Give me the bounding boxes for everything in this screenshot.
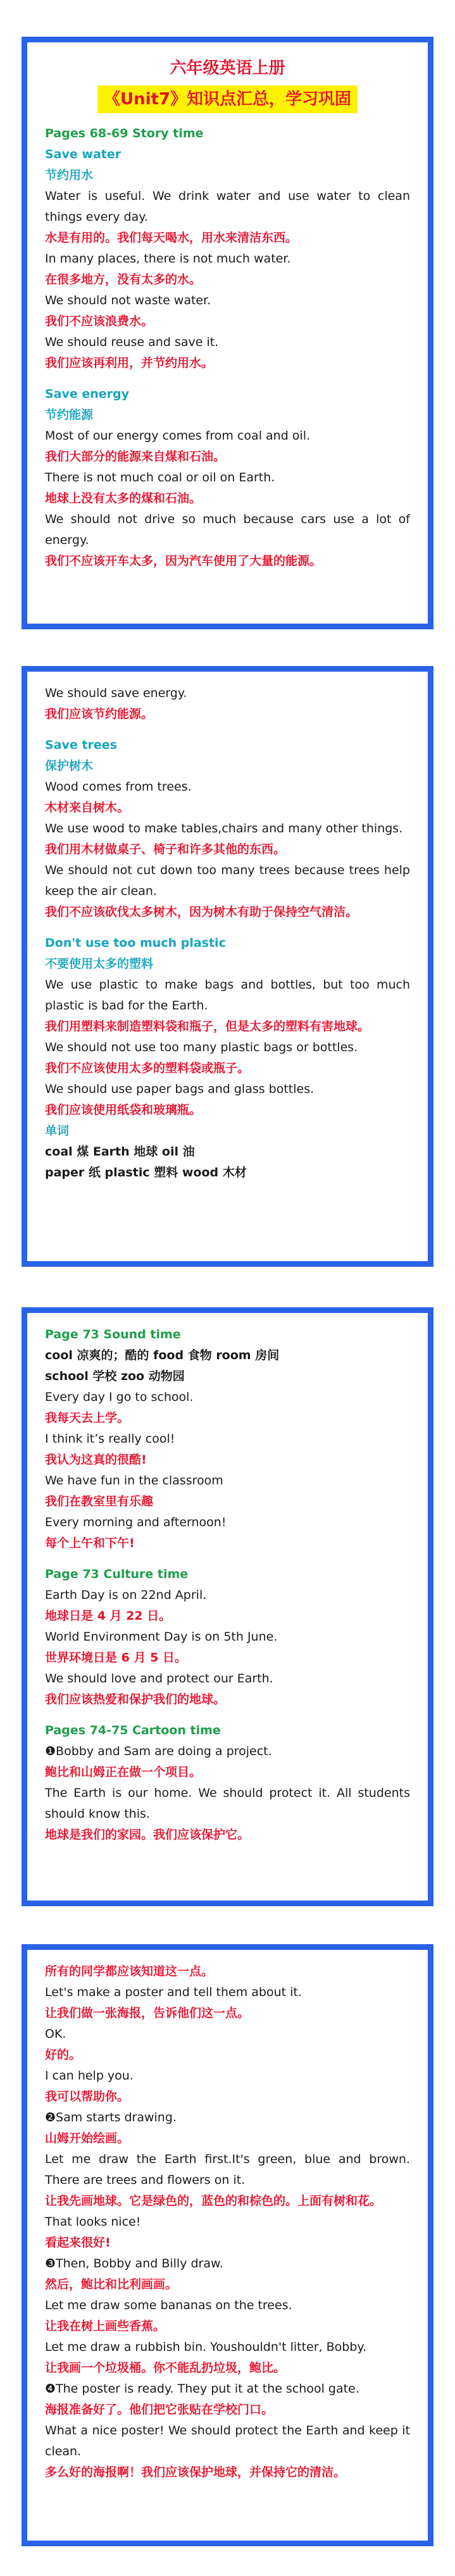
chinese-translation: 在很多地方，没有太多的水。 — [45, 273, 202, 287]
chinese-translation: 多么好的海报啊！我们应该保护地球，并保持它的清洁。 — [45, 2465, 346, 2479]
chinese-translation: 我们在教室里有乐趣 — [45, 1494, 154, 1508]
chinese-translation: 地球上没有太多的煤和石油。 — [45, 491, 202, 505]
chinese-translation: 我每天去上学。 — [45, 1411, 130, 1425]
english-sentence: OK. — [45, 2027, 66, 2041]
english-sentence: We use plastic to make bags and bottles, but too much plastic is bad for the Earth. — [45, 978, 410, 1013]
chinese-translation: 我们不应该使用太多的塑料袋或瓶子。 — [45, 1061, 250, 1075]
topic-heading: 不要使用太多的塑料 — [45, 957, 154, 971]
english-sentence: ❶Bobby and Sam are doing a project. — [45, 1744, 272, 1758]
card-1 — [22, 37, 433, 629]
english-sentence: We should not waste water. — [45, 293, 211, 307]
english-sentence: We should reuse and save it. — [45, 335, 219, 349]
section-heading: Pages 74-75 Cartoon time — [45, 1723, 221, 1737]
topic-heading: Save energy — [45, 387, 130, 401]
english-sentence: Let's make a poster and tell them about it. — [45, 1985, 302, 1999]
english-sentence: ❸Then, Bobby and Billy draw. — [45, 2257, 223, 2271]
chinese-translation: 我们应该热爱和保护我们的地球。 — [45, 1692, 226, 1706]
section-heading: Page 73 Sound time — [45, 1328, 181, 1341]
english-sentence: We use wood to make tables,chairs and many other things. — [45, 822, 403, 835]
english-sentence: Wood comes from trees. — [45, 780, 192, 794]
vocabulary-line: school 学校 zoo 动物园 — [45, 1369, 185, 1383]
chinese-translation: 然后，鲍比和比利画画。 — [45, 2277, 178, 2291]
english-sentence: We should not drive so much because cars use a lot of energy. — [45, 512, 410, 547]
english-sentence: We have fun in the classroom — [45, 1474, 223, 1488]
page-title: 六年级英语上册 — [170, 59, 285, 78]
vocabulary-line: coal 煤 Earth 地球 oil 油 — [45, 1145, 195, 1159]
topic-heading: 节约能源 — [45, 408, 94, 422]
chinese-translation: 我们用塑料来制造塑料袋和瓶子，但是太多的塑料有害地球。 — [45, 1020, 370, 1033]
english-sentence: Most of our energy comes from coal and oil. — [45, 429, 311, 443]
chinese-translation: 我们应该节约能源。 — [45, 707, 154, 721]
english-sentence: Let me draw some bananas on the trees. — [45, 2298, 292, 2312]
card-2 — [22, 666, 433, 1267]
card-4-lines — [45, 1961, 410, 2483]
chinese-translation: 鲍比和山姆正在做一个项目。 — [45, 1765, 202, 1779]
chinese-translation: 让我们做一张海报，告诉他们这一点。 — [45, 2006, 250, 2020]
chinese-translation: 让我先画地球。它是绿色的，蓝色的和棕色的。上面有树和花。 — [45, 2194, 382, 2208]
chinese-translation: 让我在树上画些香蕉。 — [45, 2319, 166, 2333]
section-heading: Pages 68-69 Story time — [45, 126, 204, 140]
topic-heading: Save water — [45, 147, 122, 161]
english-sentence: What a nice poster! We should protect the Earth and keep it clean. — [45, 2424, 410, 2458]
topic-heading: Save trees — [45, 738, 117, 752]
chinese-translation: 所有的同学都应该知道这一点。 — [45, 1964, 214, 1978]
card-3 — [22, 1307, 433, 1906]
chinese-translation: 世界环境日是 6 月 5 日。 — [45, 1651, 187, 1665]
chinese-translation: 我们不应该浪费水。 — [45, 314, 154, 328]
english-sentence: Earth Day is on 22nd April. — [45, 1588, 207, 1602]
topic-heading: Don't use too much plastic — [45, 936, 226, 950]
card-3-lines — [45, 1324, 410, 1846]
chinese-translation: 我们不应该开车太多，因为汽车使用了大量的能源。 — [45, 554, 322, 568]
chinese-translation: 我们不应该砍伐太多树木，因为树木有助于保持空气清洁。 — [45, 905, 358, 919]
vocabulary-line: paper 纸 plastic 塑料 wood 木材 — [45, 1166, 247, 1180]
card-4 — [22, 1944, 433, 2546]
card-1-lines — [45, 123, 410, 572]
chinese-translation: 我可以帮助你。 — [45, 2090, 130, 2104]
chinese-translation: 我们大部分的能源来自煤和石油。 — [45, 450, 226, 464]
english-sentence: ❷Sam starts drawing. — [45, 2111, 177, 2124]
english-sentence: World Environment Day is on 5th June. — [45, 1630, 278, 1644]
topic-heading: 单词 — [45, 1124, 70, 1138]
chinese-translation: 我们应该再利用，并节约用水。 — [45, 356, 214, 370]
english-sentence: In many places, there is not much water. — [45, 252, 291, 266]
subtitle-highlight: 《Unit7》知识点汇总，学习巩固 — [97, 85, 358, 113]
english-sentence: There is not much coal or oil on Earth. — [45, 471, 275, 484]
vocabulary-line: cool 凉爽的；酷的 food 食物 room 房间 — [45, 1348, 280, 1362]
chinese-translation: 地球是我们的家园。我们应该保护它。 — [45, 1828, 250, 1842]
english-sentence: Let me draw a rubbish bin. Youshouldn't litter, Bobby. — [45, 2340, 366, 2354]
english-sentence: We should use paper bags and glass bottles. — [45, 1082, 315, 1096]
chinese-translation: 地球日是 4 月 22 日。 — [45, 1609, 171, 1623]
english-sentence: We should love and protect our Earth. — [45, 1672, 273, 1685]
topic-heading: 节约用水 — [45, 168, 94, 182]
english-sentence: That looks nice! — [45, 2215, 141, 2229]
english-sentence: Let me draw the Earth first.It's green, blue and brown. There are trees and flowers on it. — [45, 2152, 410, 2187]
section-heading: Page 73 Culture time — [45, 1567, 189, 1581]
chinese-translation: 我们应该使用纸袋和玻璃瓶。 — [45, 1103, 202, 1117]
english-sentence: The Earth is our home. We should protect it. All students should know this. — [45, 1786, 410, 1821]
chinese-translation: 我们用木材做桌子、椅子和许多其他的东西。 — [45, 842, 286, 856]
english-sentence: I can help you. — [45, 2069, 134, 2083]
page-subtitle — [45, 85, 410, 113]
english-sentence: We should not use too many plastic bags or bottles. — [45, 1040, 358, 1054]
chinese-translation: 每个上午和下午! — [45, 1536, 135, 1550]
english-sentence: Every day I go to school. — [45, 1390, 194, 1404]
chinese-translation: 我认为这真的很酷! — [45, 1453, 147, 1467]
english-sentence: We should not cut down too many trees because trees help keep the air clean. — [45, 863, 410, 898]
chinese-translation: 好的。 — [45, 2048, 82, 2062]
chinese-translation: 山姆开始绘画。 — [45, 2131, 130, 2145]
chinese-translation: 海报准备好了。他们把它张贴在学校门口。 — [45, 2403, 274, 2417]
english-sentence: ❹The poster is ready. They put it at the school gate. — [45, 2382, 359, 2396]
chinese-translation: 水是有用的。我们每天喝水，用水来清洁东西。 — [45, 231, 298, 245]
english-sentence: I think it’s really cool! — [45, 1432, 175, 1446]
card-2-lines — [45, 683, 410, 1183]
english-sentence: Water is useful. We drink water and use water to clean things every day. — [45, 189, 410, 224]
chinese-translation: 让我画一个垃圾桶。你不能乱扔垃圾，鲍比。 — [45, 2361, 286, 2375]
chinese-translation: 看起来很好! — [45, 2236, 111, 2250]
topic-heading: 保护树木 — [45, 759, 94, 773]
chinese-translation: 木材来自树木。 — [45, 801, 130, 815]
english-sentence: Every morning and afternoon! — [45, 1515, 227, 1529]
english-sentence: We should save energy. — [45, 686, 187, 700]
